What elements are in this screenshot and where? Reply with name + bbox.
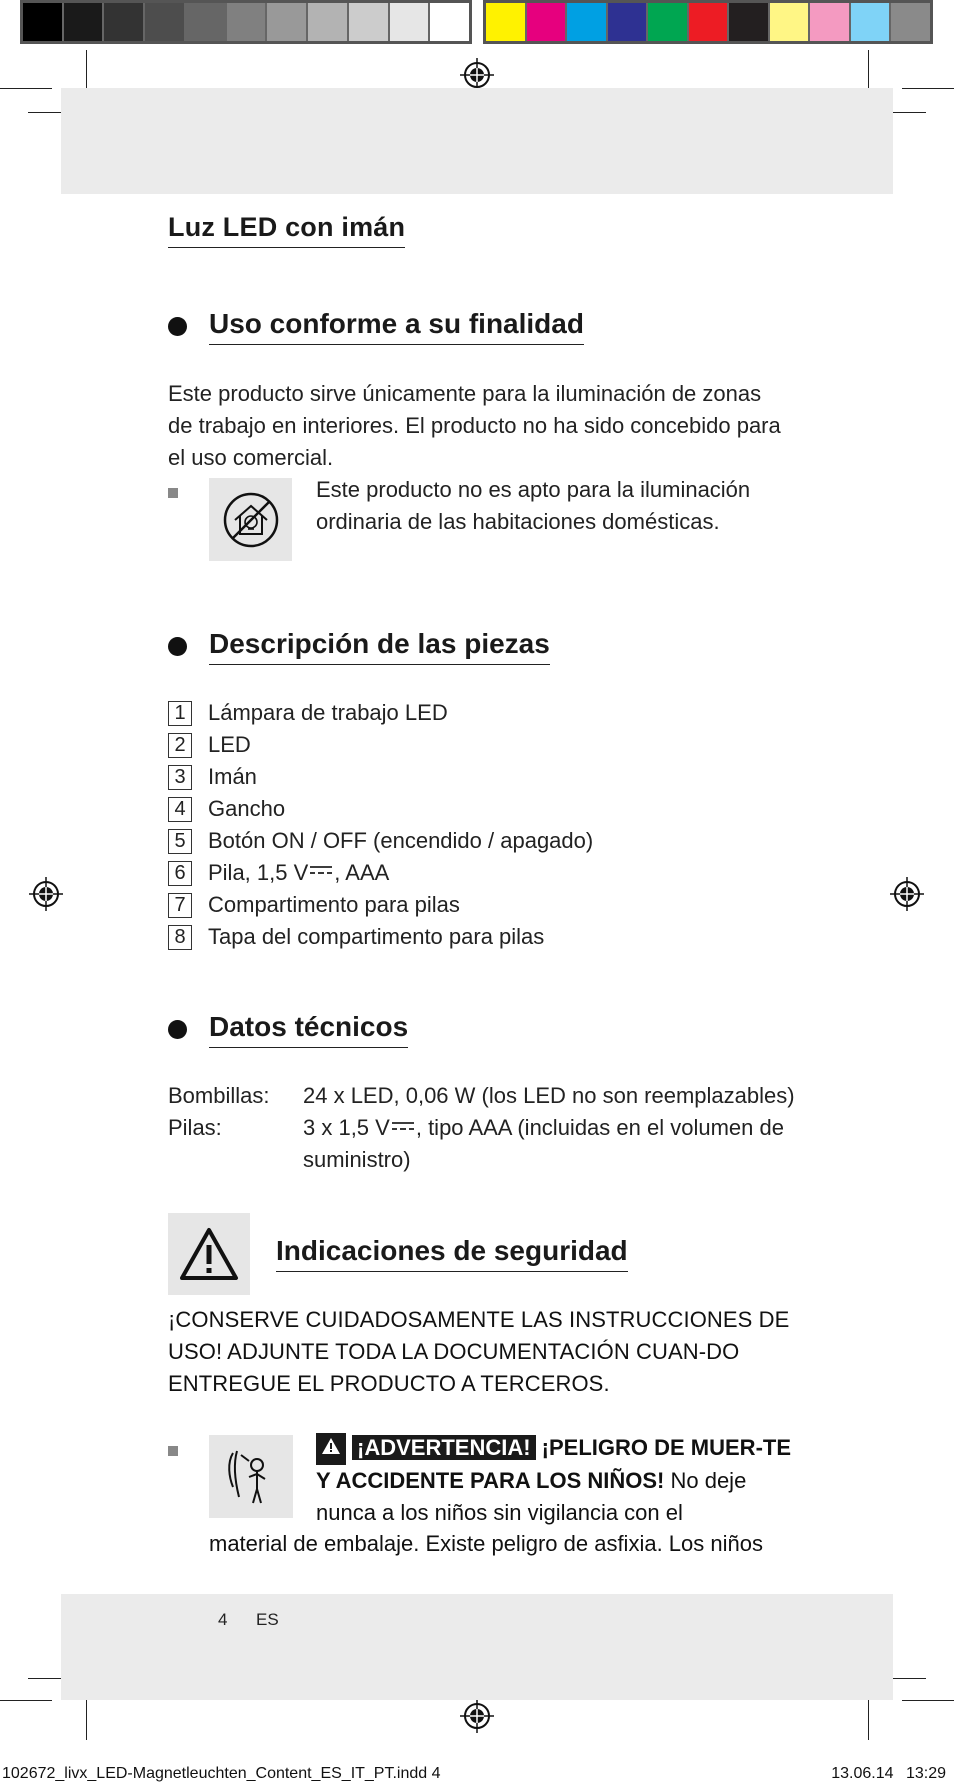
tech-value bbox=[303, 1112, 803, 1176]
part-number: 6 bbox=[168, 861, 192, 886]
color-swatch bbox=[308, 3, 349, 41]
registration-mark-icon bbox=[29, 877, 63, 911]
part-number: 8 bbox=[168, 925, 192, 950]
advertencia-label: ¡ADVERTENCIA! bbox=[352, 1435, 536, 1460]
no-household-lighting-icon bbox=[221, 490, 281, 550]
color-swatch bbox=[145, 3, 186, 41]
bullet-square bbox=[168, 488, 178, 498]
gray-color-bar bbox=[20, 0, 472, 44]
part-label-a: Pila, 1,5 V bbox=[208, 860, 309, 885]
color-swatch bbox=[430, 3, 469, 41]
heading-descripcion-piezas bbox=[168, 628, 550, 665]
color-swatch bbox=[648, 3, 689, 41]
list-item bbox=[168, 697, 593, 729]
caps-notice: ¡CONSERVE CUIDADOSAMENTE LAS INSTRUCCIONES DE USO! ADJUNTE TODA LA DOCUMENTACIÓN CUAN-DO ENTREGUE EL PRODUCTO A TERCEROS. bbox=[168, 1307, 790, 1396]
page-title: Luz LED con imán bbox=[168, 212, 405, 248]
bullet-dot bbox=[168, 317, 187, 336]
heading-text: Datos técnicos bbox=[209, 1011, 408, 1048]
crop-mark bbox=[868, 1696, 869, 1740]
footer-band bbox=[61, 1594, 893, 1700]
color-swatch bbox=[729, 3, 770, 41]
tech-data bbox=[168, 1080, 803, 1176]
list-item bbox=[168, 921, 593, 953]
color-swatch bbox=[567, 3, 608, 41]
warning-paragraph bbox=[316, 1432, 796, 1529]
dc-symbol-icon bbox=[309, 865, 333, 875]
color-swatch bbox=[23, 3, 64, 41]
crop-mark bbox=[86, 1696, 87, 1740]
part-label: Botón ON / OFF (encendido / apagado) bbox=[208, 828, 594, 853]
registration-mark-icon bbox=[460, 1699, 494, 1733]
tech-value-a: 3 x 1,5 V bbox=[303, 1115, 390, 1140]
warning-triangle-icon bbox=[178, 1226, 240, 1282]
part-number: 4 bbox=[168, 797, 192, 822]
child-packaging-icon bbox=[223, 1447, 279, 1507]
tech-value: 24 x LED, 0,06 W (los LED no son reemplazables) bbox=[303, 1083, 795, 1108]
crop-mark bbox=[0, 1700, 52, 1701]
part-label: Imán bbox=[208, 764, 257, 789]
part-label: Gancho bbox=[208, 796, 286, 821]
part-number: 5 bbox=[168, 829, 192, 854]
tech-row-bombillas bbox=[168, 1080, 803, 1112]
warning-bold-text: ¡PELIGRO DE MUER-TE Y ACCIDENTE PARA LOS NIÑOS! bbox=[316, 1435, 792, 1494]
crop-mark bbox=[0, 88, 52, 89]
tech-value-b: , tipo AAA (incluidas en el volumen de suministro) bbox=[303, 1115, 784, 1172]
color-swatch bbox=[608, 3, 649, 41]
color-swatch bbox=[527, 3, 568, 41]
tech-label: Pilas: bbox=[168, 1115, 222, 1140]
header-band bbox=[61, 88, 893, 194]
icon-box-child-warning bbox=[209, 1435, 293, 1518]
part-label: Lámpara de trabajo LED bbox=[208, 700, 448, 725]
paragraph-uso: Este producto sirve únicamente para la iluminación de zonas de trabajo en interiores. El producto no ha sido concebido para el uso comercial. bbox=[168, 381, 781, 470]
color-swatch bbox=[770, 3, 811, 41]
dc-symbol-icon bbox=[391, 1121, 415, 1131]
part-label: Tapa del compartimento para pilas bbox=[208, 924, 545, 949]
slug-date: 13.06.14 bbox=[831, 1765, 894, 1782]
bullet-dot bbox=[168, 1020, 187, 1039]
warning-paragraph-continued: material de embalaje. Existe peligro de asfixia. Los niños bbox=[209, 1531, 763, 1556]
slug-datetime bbox=[831, 1765, 946, 1783]
part-number: 1 bbox=[168, 701, 192, 726]
tech-row-pilas bbox=[168, 1112, 803, 1176]
crop-mark bbox=[902, 88, 954, 89]
part-number: 7 bbox=[168, 893, 192, 918]
color-swatch bbox=[390, 3, 431, 41]
part-label: Compartimento para pilas bbox=[208, 892, 460, 917]
part-number: 3 bbox=[168, 765, 192, 790]
icon-box-warning bbox=[168, 1213, 250, 1295]
color-swatch bbox=[891, 3, 930, 41]
bullet-text-uso: Este producto no es apto para la iluminación ordinaria de las habitaciones domésticas. bbox=[316, 477, 751, 534]
color-swatch bbox=[64, 3, 105, 41]
color-swatch bbox=[104, 3, 145, 41]
crop-mark bbox=[902, 1700, 954, 1701]
color-swatch bbox=[186, 3, 227, 41]
heading-datos-tecnicos bbox=[168, 1011, 408, 1048]
list-item bbox=[168, 825, 593, 857]
list-item bbox=[168, 761, 593, 793]
heading-text: Descripción de las piezas bbox=[209, 628, 550, 665]
tech-label: Bombillas: bbox=[168, 1083, 270, 1108]
heading-indicaciones-seguridad: Indicaciones de seguridad bbox=[276, 1235, 628, 1272]
warning-small-icon bbox=[316, 1433, 346, 1465]
list-item bbox=[168, 857, 593, 889]
heading-uso-conforme bbox=[168, 308, 584, 345]
parts-list bbox=[168, 697, 593, 953]
list-item bbox=[168, 889, 593, 921]
color-swatch bbox=[810, 3, 851, 41]
list-item bbox=[168, 729, 593, 761]
slug-filename: 102672_livx_LED-Magnetleuchten_Content_ES_IT_PT.indd 4 bbox=[2, 1765, 441, 1782]
process-color-bar bbox=[483, 0, 933, 44]
icon-box-no-household bbox=[209, 478, 292, 561]
color-swatch bbox=[349, 3, 390, 41]
language-code: ES bbox=[256, 1610, 279, 1629]
page-number: 4 bbox=[218, 1610, 228, 1629]
warning-text: No deje nunca a los niños sin vigilancia con el bbox=[316, 1468, 747, 1526]
color-swatch bbox=[267, 3, 308, 41]
list-item bbox=[168, 793, 593, 825]
part-number: 2 bbox=[168, 733, 192, 758]
heading-text: Uso conforme a su finalidad bbox=[209, 308, 584, 345]
slug-time: 13:29 bbox=[905, 1765, 946, 1782]
color-swatch bbox=[227, 3, 268, 41]
bullet-dot bbox=[168, 637, 187, 656]
bullet-square bbox=[168, 1446, 178, 1456]
color-swatch bbox=[486, 3, 527, 41]
registration-mark-icon bbox=[890, 877, 924, 911]
color-swatch bbox=[851, 3, 892, 41]
part-label: LED bbox=[208, 732, 251, 757]
registration-mark-icon bbox=[460, 58, 494, 92]
color-swatch bbox=[689, 3, 730, 41]
part-label-b: , AAA bbox=[334, 860, 390, 885]
